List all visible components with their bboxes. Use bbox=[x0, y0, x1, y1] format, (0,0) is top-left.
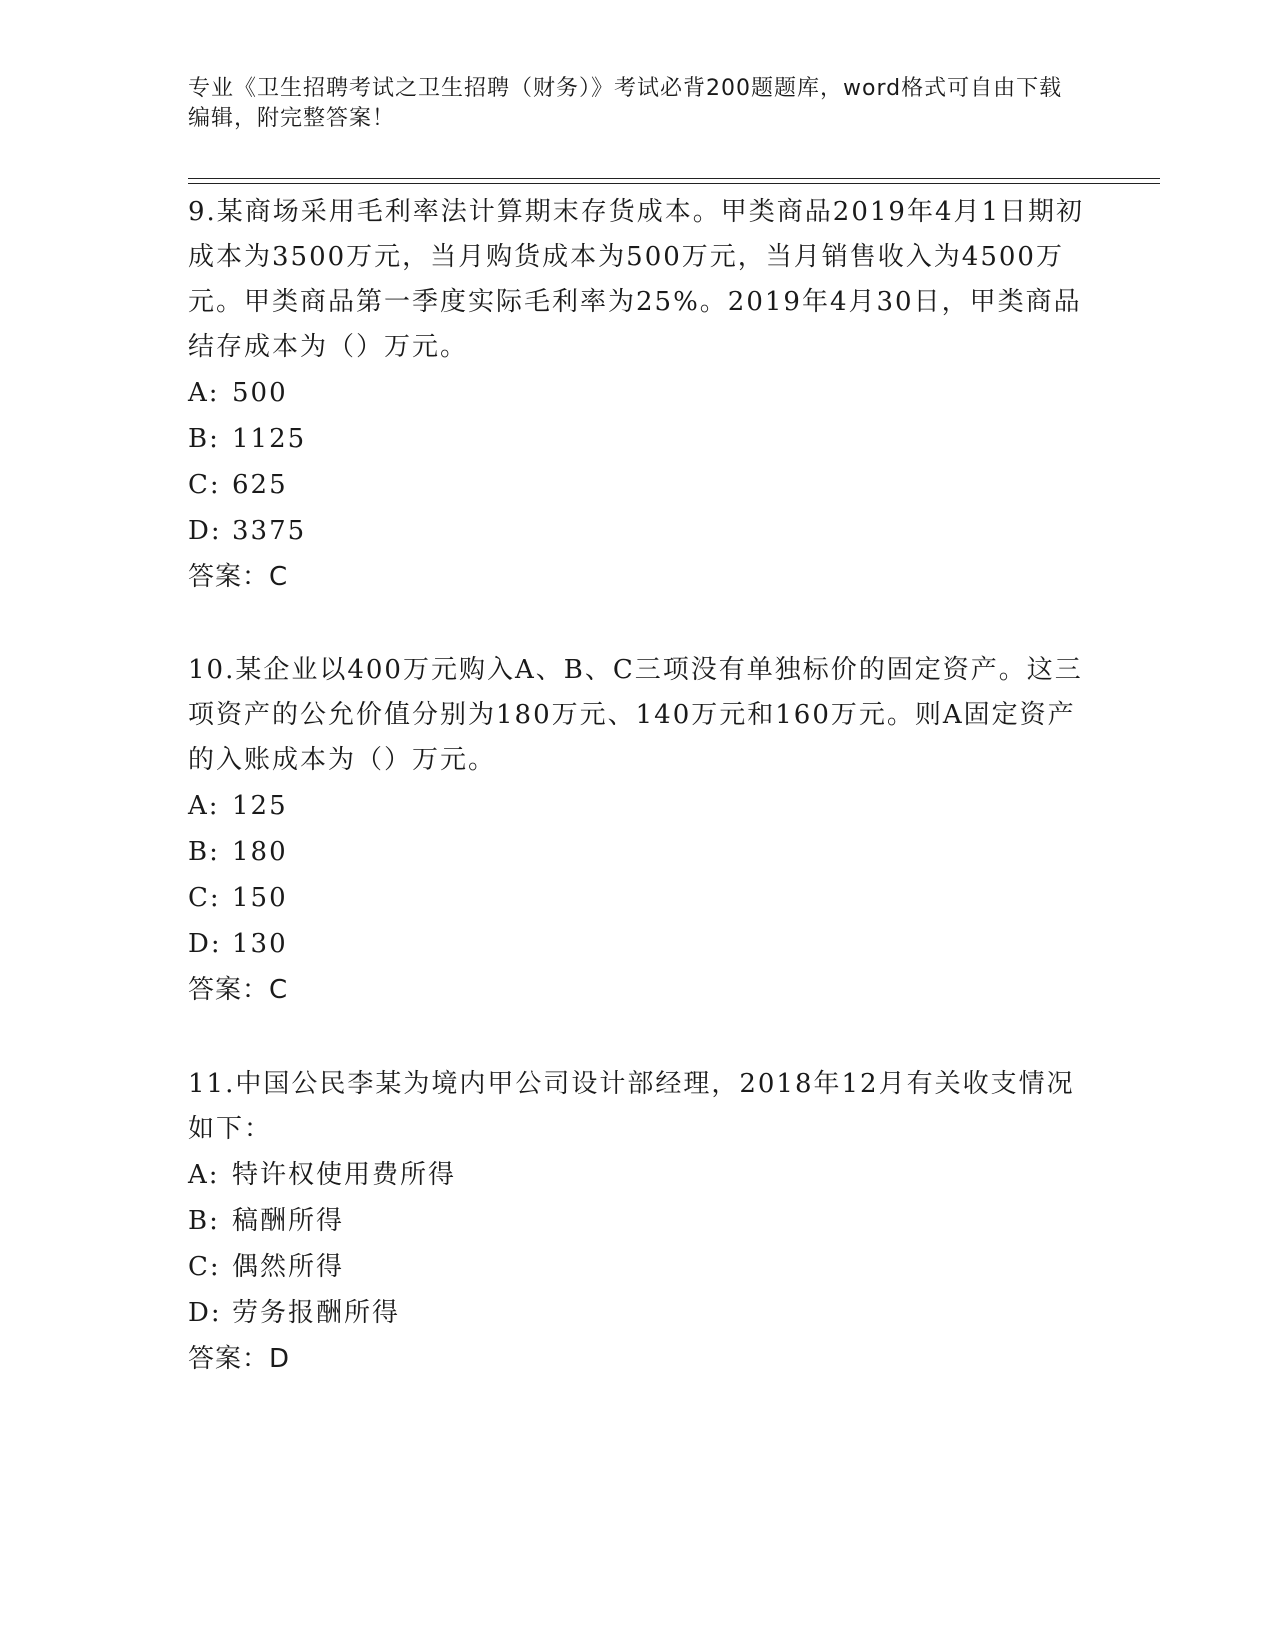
option-a bbox=[188, 1152, 1088, 1198]
option-letter: A: bbox=[188, 1160, 220, 1190]
option-c bbox=[188, 1244, 1088, 1290]
option-letter: C: bbox=[188, 883, 221, 913]
question-10 bbox=[188, 648, 1088, 1013]
option-b bbox=[188, 1198, 1088, 1244]
option-text: 180 bbox=[232, 837, 288, 867]
question-11 bbox=[188, 1062, 1088, 1382]
question-stem: 11.中国公民李某为境内甲公司设计部经理，2018年12月有关收支情况如下： bbox=[188, 1069, 1075, 1144]
option-letter: C: bbox=[188, 470, 221, 500]
answer-line: 答案：C bbox=[188, 975, 289, 1005]
option-text: 1125 bbox=[232, 424, 307, 454]
option-letter: D: bbox=[188, 1298, 222, 1328]
option-text: 500 bbox=[232, 378, 288, 408]
question-9 bbox=[188, 190, 1088, 600]
option-letter: A: bbox=[188, 791, 220, 821]
option-text: 625 bbox=[232, 470, 288, 500]
option-d bbox=[188, 508, 1088, 554]
option-d bbox=[188, 921, 1088, 967]
option-text: 劳务报酬所得 bbox=[232, 1298, 401, 1328]
question-stem: 10.某企业以400万元购入A、B、C三项没有单独标价的固定资产。这三项资产的公允价值分别为180万元、140万元和160万元。则A固定资产的入账成本为（）万元。 bbox=[188, 655, 1083, 775]
option-b bbox=[188, 829, 1088, 875]
option-letter: D: bbox=[188, 516, 222, 546]
option-text: 3375 bbox=[232, 516, 307, 546]
header-divider-bottom bbox=[188, 183, 1160, 184]
option-letter: D: bbox=[188, 929, 222, 959]
header-divider-top bbox=[188, 178, 1160, 179]
option-a bbox=[188, 783, 1088, 829]
option-text: 偶然所得 bbox=[232, 1252, 345, 1282]
question-stem: 9.某商场采用毛利率法计算期末存货成本。甲类商品2019年4月1日期初成本为3500万元，当月购货成本为500万元，当月销售收入为4500万元。甲类商品第一季度实际毛利率为25%。2019年4月30日，甲类商品结存成本为（）万元。 bbox=[188, 197, 1085, 362]
option-b bbox=[188, 416, 1088, 462]
document-header: 专业《卫生招聘考试之卫生招聘（财务）》考试必背200题题库，word格式可自由下载编辑，附完整答案！ bbox=[188, 76, 1063, 131]
option-letter: C: bbox=[188, 1252, 221, 1282]
option-text: 130 bbox=[232, 929, 288, 959]
option-letter: B: bbox=[188, 1206, 220, 1236]
option-letter: A: bbox=[188, 378, 220, 408]
option-letter: B: bbox=[188, 837, 220, 867]
option-a bbox=[188, 370, 1088, 416]
answer-line: 答案：C bbox=[188, 562, 289, 592]
option-d bbox=[188, 1290, 1088, 1336]
answer-line: 答案：D bbox=[188, 1344, 291, 1374]
option-c bbox=[188, 462, 1088, 508]
option-text: 150 bbox=[232, 883, 288, 913]
option-text: 稿酬所得 bbox=[232, 1206, 345, 1236]
option-letter: B: bbox=[188, 424, 220, 454]
option-text: 125 bbox=[232, 791, 288, 821]
option-c bbox=[188, 875, 1088, 921]
option-text: 特许权使用费所得 bbox=[232, 1160, 457, 1190]
